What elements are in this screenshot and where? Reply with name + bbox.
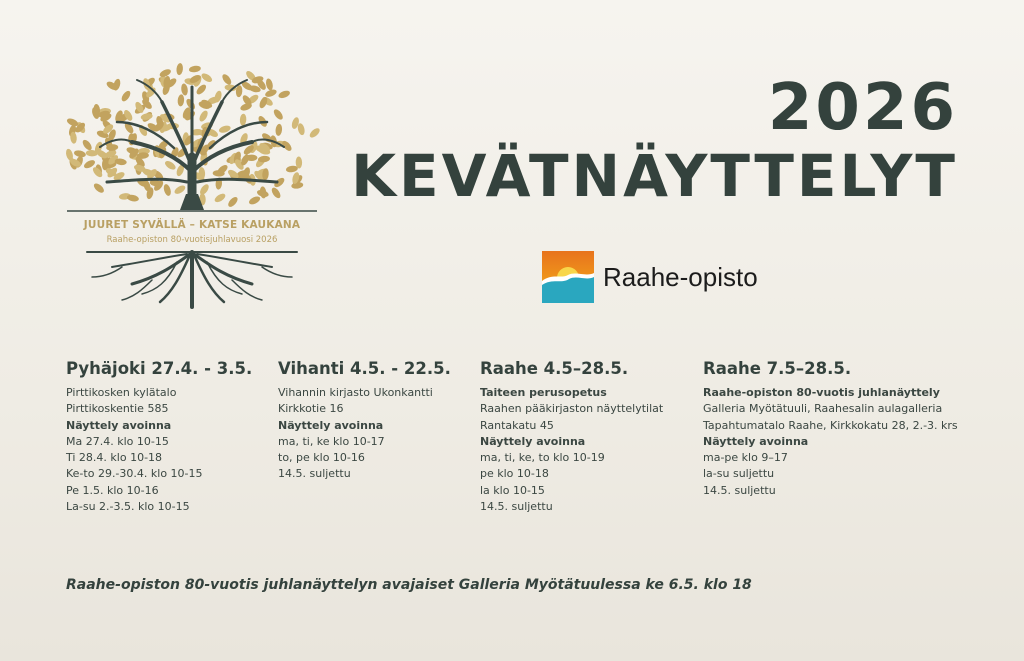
leaf	[291, 181, 304, 189]
exhibition-detail: ma-pe klo 9–17	[703, 451, 788, 465]
leaf	[200, 72, 214, 84]
leaf	[177, 94, 184, 107]
exhibition-detail: Kirkkotie 16	[278, 402, 344, 416]
leaf	[270, 186, 282, 200]
exhibition-detail: Galleria Myötätuuli, Raahesalin aulagalleria	[703, 402, 943, 416]
exhibition-subheading: Näyttely avoinna	[703, 434, 809, 448]
exhibition-detail: Raahen pääkirjaston näyttelytilat	[480, 402, 664, 416]
exhibition-vihanti	[278, 358, 451, 483]
leaf	[272, 108, 284, 121]
exhibition-subheading: Näyttely avoinna	[66, 418, 172, 432]
leaf	[73, 149, 86, 158]
leaf	[227, 195, 240, 208]
leaf	[239, 113, 246, 125]
exhibition-subheading: Raahe-opiston 80-vuotis juhlanäyttely	[703, 386, 940, 399]
exhibition-detail: 14.5. suljettu	[703, 483, 776, 497]
exhibition-raahe-library	[480, 358, 663, 515]
leaf	[213, 192, 227, 204]
leaf	[180, 83, 188, 96]
exhibition-detail: Pirttikoskentie 585	[66, 402, 169, 416]
exhibition-subheading: Näyttely avoinna	[278, 418, 384, 432]
exhibition-heading: Raahe 7.5–28.5.	[703, 359, 852, 378]
brand-name: Raahe-opisto	[603, 261, 758, 292]
sun-waves-icon	[542, 251, 594, 303]
exhibition-detail: Ma 27.4. klo 10-15	[66, 434, 169, 448]
leaf	[162, 183, 172, 196]
exhibition-detail: 14.5. suljettu	[278, 467, 351, 481]
leaf	[81, 138, 93, 151]
exhibition-heading: Vihanti 4.5. - 22.5.	[278, 359, 451, 378]
leaf	[286, 165, 299, 173]
page-title: KEVÄTNÄYTTELYT	[351, 142, 958, 210]
leaf	[173, 184, 187, 196]
exhibition-heading: Raahe 4.5–28.5.	[480, 359, 629, 378]
exhibition-pyhajoki	[66, 358, 252, 515]
leaf	[198, 109, 210, 123]
leaf	[164, 159, 178, 171]
opening-announcement: Raahe-opiston 80-vuotis juhlanäyttelyn avajaiset Galleria Myötätuulessa ke 6.5. klo 18	[66, 577, 752, 593]
year-heading: 2026	[767, 71, 958, 145]
exhibition-detail: Ti 28.4. klo 10-18	[66, 451, 163, 465]
leaf	[248, 195, 262, 206]
leaf	[198, 183, 210, 197]
exhibition-subheading: Näyttely avoinna	[480, 434, 586, 448]
leaf	[221, 73, 233, 86]
exhibition-detail: ma, ti, ke klo 10-17	[278, 434, 385, 448]
leaf	[265, 78, 274, 91]
logo-subtitle: Raahe-opiston 80-vuotisjuhlavuosi 2026	[106, 235, 278, 245]
exhibition-detail: Ke-to 29.-30.4. klo 10-15	[66, 467, 203, 481]
exhibition-raahe-gallery	[703, 358, 958, 499]
brand-logo	[542, 250, 758, 304]
leaf	[120, 89, 132, 103]
tree-logo	[62, 62, 322, 312]
exhibition-detail: Vihannin kirjasto Ukonkantti	[278, 386, 433, 399]
exhibition-detail: to, pe klo 10-16	[278, 451, 365, 465]
leaf	[277, 89, 290, 99]
leaf	[275, 124, 283, 137]
exhibition-detail: Tapahtumatalo Raahe, Kirkkokatu 28, 2.-3. krs	[703, 418, 958, 432]
leaf	[159, 68, 173, 79]
logo-slogan: JUURET SYVÄLLÄ – KATSE KAUKANA	[83, 219, 301, 231]
leaf	[308, 127, 321, 140]
exhibition-detail: Pirttikosken kylätalo	[66, 386, 177, 399]
exhibition-detail: pe klo 10-18	[480, 467, 549, 481]
exhibition-detail: la klo 10-15	[480, 483, 545, 497]
leaf	[188, 65, 201, 73]
exhibition-subheading: Taiteen perusopetus	[480, 386, 607, 399]
exhibition-heading: Pyhäjoki 27.4. - 3.5.	[66, 359, 253, 378]
exhibition-detail: la-su suljettu	[703, 467, 775, 481]
exhibition-detail: 14.5. suljettu	[480, 500, 553, 514]
leaf	[92, 182, 105, 195]
exhibition-detail: La-su 2.-3.5. klo 10-15	[66, 500, 190, 514]
exhibition-detail: Pe 1.5. klo 10-16	[66, 483, 159, 497]
exhibition-detail: Rantakatu 45	[480, 418, 554, 432]
leaf	[176, 63, 184, 76]
exhibition-detail: ma, ti, ke, to klo 10-19	[480, 451, 605, 465]
tree-roots-icon	[62, 62, 322, 312]
leaf	[235, 85, 242, 98]
